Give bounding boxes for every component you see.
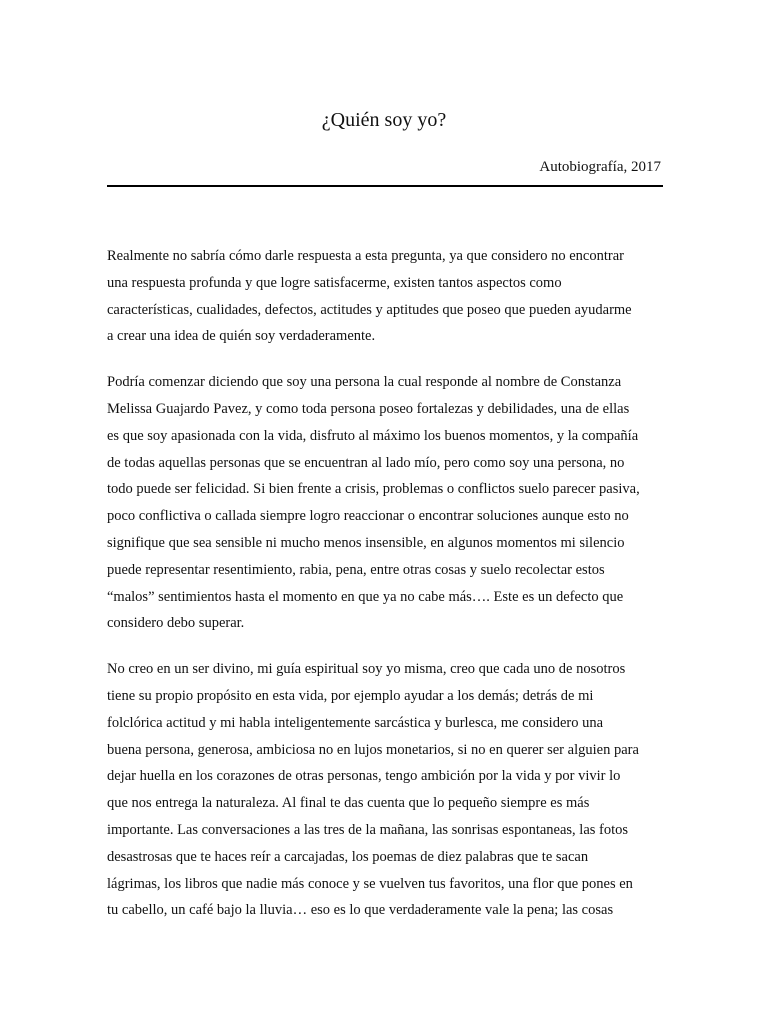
paragraph-2 bbox=[107, 369, 687, 637]
text-line: características, cualidades, defectos, actitudes y aptitudes que poseo que pueden ayudarme bbox=[107, 301, 632, 318]
text-line: poco conflictiva o callada siempre logro reaccionar o encontrar soluciones aunque esto no bbox=[107, 508, 629, 525]
text-line: tiene su propio propósito en esta vida, por ejemplo ayudar a los demás; detrás de mi bbox=[107, 687, 594, 704]
text-line: signifique que sea sensible ni mucho menos insensible, en algunos momentos mi silencio bbox=[107, 534, 625, 551]
paragraph-1 bbox=[107, 243, 687, 350]
document-subtitle: Autobiografía, 2017 bbox=[539, 159, 661, 175]
text-line: tu cabello, un café bajo la lluvia… eso es lo que verdaderamente vale la pena; las cosas bbox=[107, 902, 614, 919]
text-line: es que soy apasionada con la vida, disfruto al máximo los buenos momentos, y la compañía bbox=[107, 427, 639, 444]
text-line: a crear una idea de quién soy verdaderamente. bbox=[107, 328, 376, 345]
text-line: folclórica actitud y mi habla inteligentemente sarcástica y burlesca, me considero una bbox=[107, 714, 604, 731]
text-line: dejar huella en los corazones de otras personas, tengo ambición por la vida y por vivir lo bbox=[107, 768, 621, 785]
text-line: puede representar resentimiento, rabia, pena, entre otras cosas y suelo recolectar estos bbox=[107, 561, 605, 578]
page-title: ¿Quién soy yo? bbox=[321, 109, 447, 131]
paragraph-3 bbox=[107, 656, 687, 924]
text-line: Realmente no sabría cómo darle respuesta a esta pregunta, ya que considero no encontrar bbox=[107, 248, 624, 264]
text-line: de todas aquellas personas que se encuentran al lado mío, pero como soy una persona, no bbox=[107, 454, 625, 471]
text-line: Podría comenzar diciendo que soy una persona la cual responde al nombre de Constanza bbox=[107, 374, 622, 391]
text-line: Melissa Guajardo Pavez, y como toda persona poseo fortalezas y debilidades, una de ellas bbox=[107, 400, 630, 417]
document-body bbox=[107, 243, 687, 943]
text-line: que nos entrega la naturaleza. Al final te das cuenta que lo pequeño siempre es más bbox=[107, 795, 590, 812]
title-divider bbox=[107, 185, 663, 187]
text-line: No creo en un ser divino, mi guía espiritual soy yo misma, creo que cada uno de nosotros bbox=[107, 661, 626, 678]
text-line: lágrimas, los libros que nadie más conoce y se vuelven tus favoritos, una flor que pones en bbox=[107, 875, 633, 892]
text-line: importante. Las conversaciones a las tres de la mañana, las sonrisas espontaneas, las fotos bbox=[107, 821, 629, 838]
text-line: considero debo superar. bbox=[107, 615, 245, 632]
text-line: “malos” sentimientos hasta el momento en que ya no cabe más…. Este es un defecto que bbox=[107, 588, 624, 605]
text-line: una respuesta profunda y que logre satisfacerme, existen tantos aspectos como bbox=[107, 274, 562, 291]
text-line: desastrosas que te haces reír a carcajadas, los poemas de diez palabras que te sacan bbox=[107, 848, 589, 865]
text-line: buena persona, generosa, ambiciosa no en lujos monetarios, si no en querer ser alguien para bbox=[107, 741, 639, 758]
text-line: todo puede ser felicidad. Si bien frente a crisis, problemas o conflictos suelo parecer pasiva, bbox=[107, 481, 640, 498]
